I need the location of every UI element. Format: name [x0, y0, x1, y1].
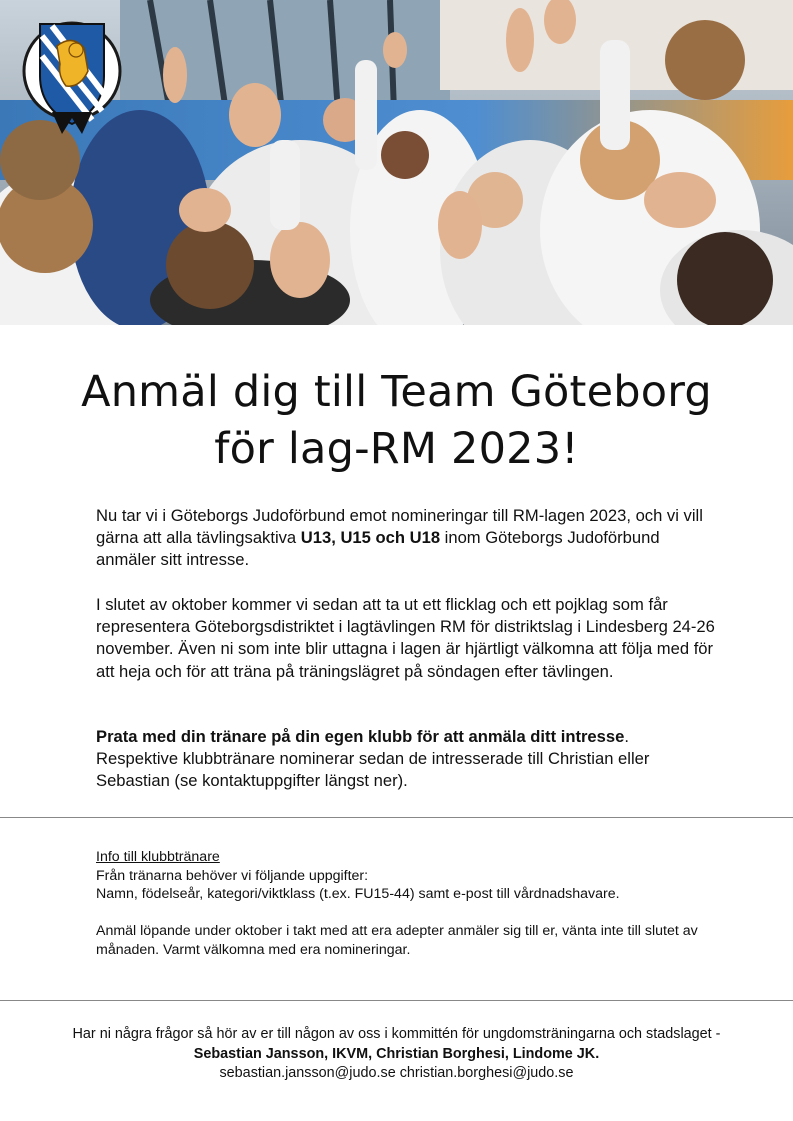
intro-paragraph-3 [96, 726, 716, 793]
intro-p3-rest: Respektive klubbtränare nominerar sedan de intresserade till Christian eller Sebastian (se kontaktuppgifter längst ner). [96, 749, 650, 791]
divider [0, 1000, 793, 1001]
footer-contact-names: Sebastian Jansson, IKVM, Christian Borghesi, Lindome JK. [193, 1045, 600, 1062]
contact-footer [0, 1025, 793, 1084]
coach-info-paragraph-2: Anmäl löpande under oktober i takt med att era adepter anmäler sig till er, vänta inte till slutet av månaden. Varmt välkomna med era nomineringar. [96, 923, 698, 958]
coach-info-line-1: Från tränarna behöver vi följande uppgifter: [96, 867, 369, 884]
intro-p1-age-groups: U13, U15 och U18 [300, 528, 441, 548]
intro-p1-text-b: inom Göteborgs Judoförbund anmäler sitt intresse. [96, 528, 660, 570]
header-photo [0, 0, 793, 325]
intro-p1-text-a: Nu tar vi i Göteborgs Judoförbund emot nomineringar till RM-lagen 2023, och vi vill gärna att alla tävlingsaktiva [96, 506, 703, 548]
page-title [0, 364, 793, 478]
goteborgs-judoforbund-logo [22, 16, 122, 136]
intro-p3-callout: Prata med din tränare på din egen klubb för att anmäla ditt intresse [96, 727, 625, 746]
coach-info-heading: Info till klubbtränare [96, 849, 220, 865]
intro-p3-period: . [624, 727, 629, 746]
title-line-2: för lag-RM 2023! [214, 424, 579, 474]
intro-paragraph-2: I slutet av oktober kommer vi sedan att ta ut ett flicklag och ett pojklag som får representera Göteborgsdistriktet i lagtävlingen RM för distriktslag i Lindesberg 24-26 november. Även ni som inte blir uttagna i lagen är hjärtligt välkomna att följa med för att heja och för att träna på träningslägret på söndagen efter tävlingen. [96, 595, 715, 681]
intro-paragraph-1 [96, 505, 716, 572]
footer-emails[interactable]: sebastian.jansson@judo.se christian.borghesi@judo.se [219, 1065, 574, 1081]
coach-info-block [96, 848, 716, 904]
divider [0, 817, 793, 818]
title-line-1: Anmäl dig till Team Göteborg [81, 367, 712, 417]
footer-questions: Har ni några frågor så hör av er till någon av oss i kommittén för ungdomsträningarna och stadslaget - [72, 1026, 721, 1042]
coach-info-line-2: Namn, födelseår, kategori/viktklass (t.ex. FU15-44) samt e-post till vårdnadshavare. [96, 886, 620, 903]
